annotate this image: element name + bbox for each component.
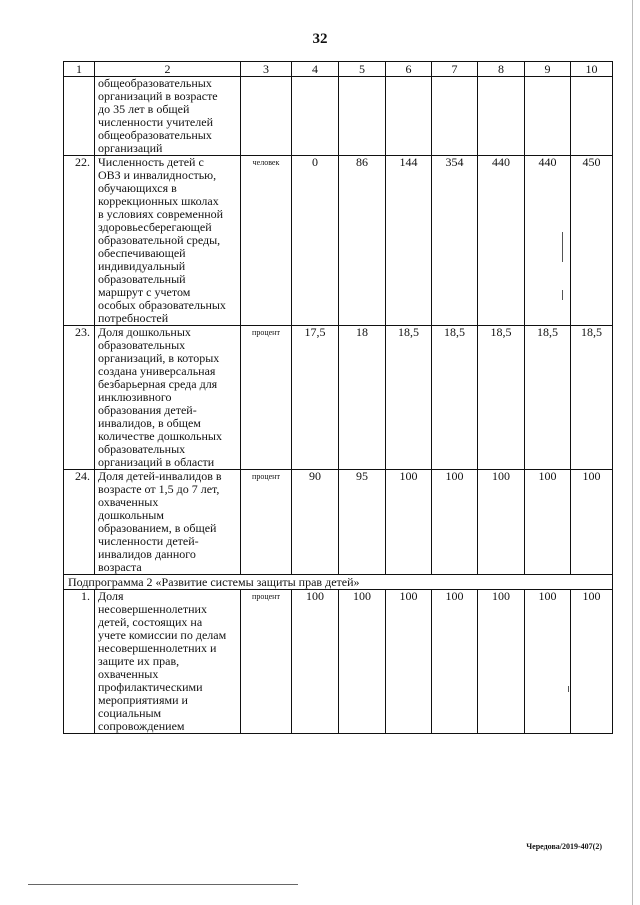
footer-divider [28,884,298,885]
footer-document-code: Чередова/2019-407(2) [526,842,602,851]
value-cell: 100 [478,590,525,734]
value-cell: 18,5 [432,326,478,470]
page-edge [632,0,633,905]
column-header: 6 [386,62,432,77]
value-cell: 18,5 [571,326,613,470]
value-cell [386,77,432,156]
indicator-name: Доля дошкольных образовательных организаций, в которых создана универсальная безбарьерная среда для инклюзивного образования детей- инвалидов, в общем количестве дошкольных образовательных организаций в области [95,326,241,470]
indicator-name-continuation: общеобразовательных организаций в возрасте до 35 лет в общей численности учителей общеобразовательных организаций [95,77,241,156]
value-cell: 450 [571,156,613,326]
value-cell: 18,5 [525,326,571,470]
value-cell: 100 [386,470,432,575]
unit-of-measure: процент [241,326,292,470]
value-cell: 18,5 [478,326,525,470]
scan-artifact [568,686,569,692]
unit-of-measure: процент [241,470,292,575]
table-row-sub-1 [64,590,613,734]
value-cell [571,77,613,156]
value-cell: 18,5 [386,326,432,470]
column-header: 5 [339,62,386,77]
row-number-cell [64,77,95,156]
table-row-23 [64,326,613,470]
column-header: 7 [432,62,478,77]
value-cell: 100 [432,470,478,575]
value-cell: 86 [339,156,386,326]
value-cell: 90 [292,470,339,575]
indicators-table [63,61,613,734]
value-cell: 144 [386,156,432,326]
column-header: 10 [571,62,613,77]
row-number: 1. [64,590,95,734]
value-cell [525,77,571,156]
indicator-name: Численность детей с ОВЗ и инвалидностью, обучающихся в коррекционных школах в условиях современной здоровьесберегающей образовательной среды, обеспечивающей индивидуальный образовательный маршрут с учетом особых образовательных потребностей [95,156,241,326]
value-cell: 100 [571,590,613,734]
indicator-name: Доля детей-инвалидов в возрасте от 1,5 до 7 лет, охваченных дошкольным образованием, в общей численности детей- инвалидов данного возраста [95,470,241,575]
value-cell: 0 [292,156,339,326]
value-cell: 100 [432,590,478,734]
table-row-22 [64,156,613,326]
row-number: 24. [64,470,95,575]
unit-cell [241,77,292,156]
unit-of-measure: процент [241,590,292,734]
value-cell: 100 [525,590,571,734]
value-cell: 440 [525,156,571,326]
value-cell: 354 [432,156,478,326]
value-cell: 100 [339,590,386,734]
value-cell: 18 [339,326,386,470]
value-cell: 100 [386,590,432,734]
page-number: 32 [312,31,328,47]
value-cell [478,77,525,156]
value-cell: 440 [478,156,525,326]
unit-of-measure: человек [241,156,292,326]
column-header: 3 [241,62,292,77]
column-header: 4 [292,62,339,77]
value-cell: 17,5 [292,326,339,470]
column-header: 2 [95,62,241,77]
subprogram-row [64,575,613,590]
table-header-row [64,62,613,77]
value-cell [292,77,339,156]
value-cell [339,77,386,156]
scan-artifact [562,290,563,300]
subprogram-title: Подпрограмма 2 «Развитие системы защиты прав детей» [64,575,613,590]
scan-artifact [562,232,563,262]
indicator-name: Доля несовершеннолетних детей, состоящих на учете комиссии по делам несовершеннолетних и защите их прав, охваченных профилактическими мероприятиями и социальным сопровождением [95,590,241,734]
value-cell: 100 [525,470,571,575]
table-row-continuation [64,77,613,156]
value-cell [432,77,478,156]
value-cell: 95 [339,470,386,575]
column-header: 8 [478,62,525,77]
row-number: 23. [64,326,95,470]
column-header: 1 [64,62,95,77]
table-row-24 [64,470,613,575]
row-number: 22. [64,156,95,326]
value-cell: 100 [571,470,613,575]
value-cell: 100 [292,590,339,734]
value-cell: 100 [478,470,525,575]
column-header: 9 [525,62,571,77]
